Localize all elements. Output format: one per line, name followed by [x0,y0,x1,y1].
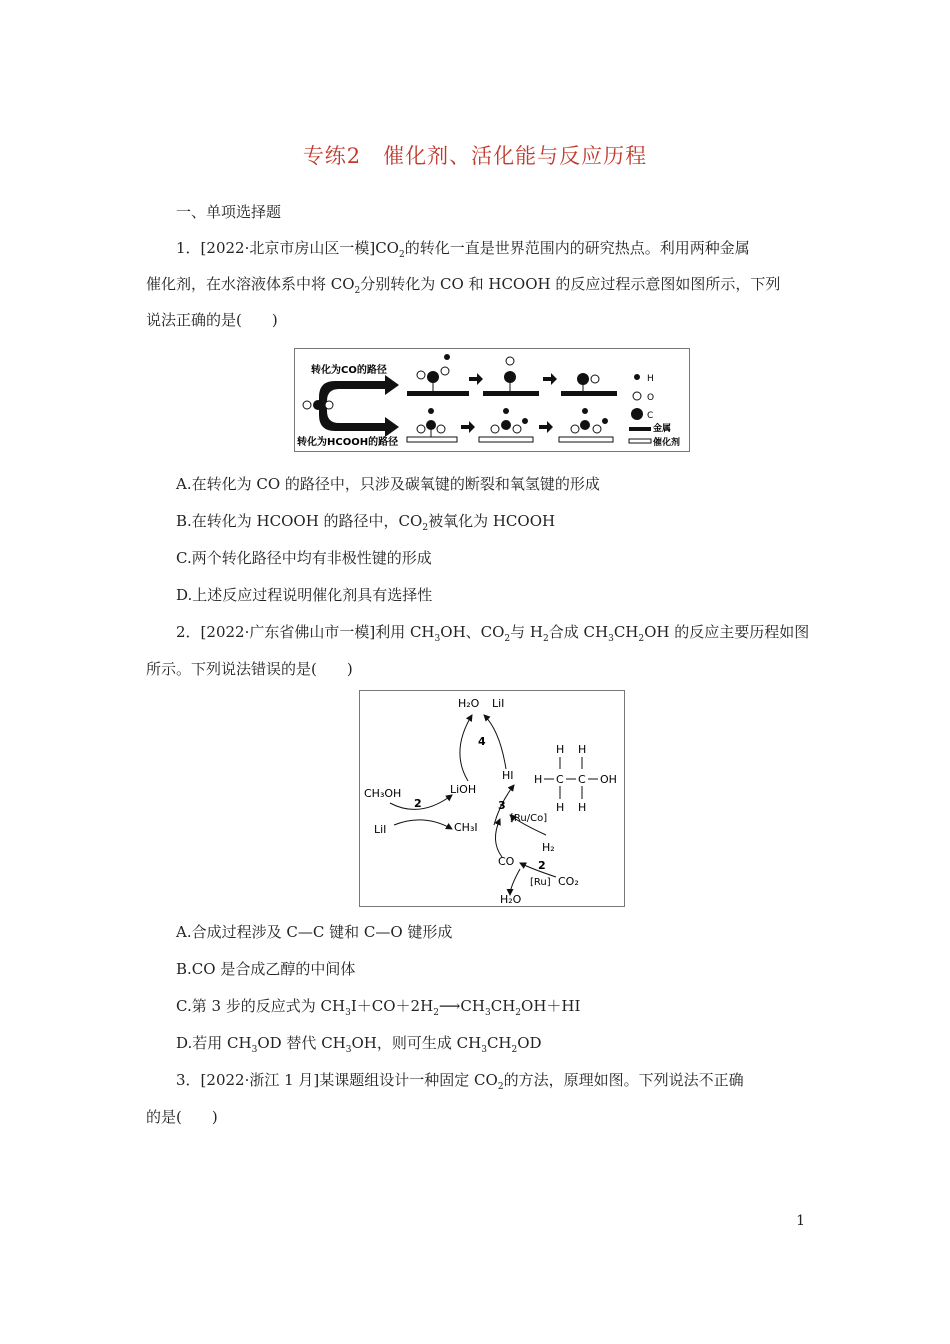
species-ch3i: CH₃I [454,821,478,834]
catalyst-ru-co: [Ru/Co] [510,813,548,824]
label-path-co: 转化为CO的路径 [311,365,387,376]
product-h2o: H₂O [458,697,480,710]
ethanol-structure [534,743,617,814]
q1-line2: 催化剂，在水溶液体系中将 $CO_2$分别转化为 CO 和 HCOOH 的反应过程示意图如图所示，下列 [146,275,781,296]
q1-figure [294,348,690,452]
q2-option-d[interactable]: D.若用 $CH_3OD$ 替代 $CH_3OH$，则可生成 $CH_3CH_2OD$ [176,1034,542,1055]
q2-line2: 所示。下列说法错误的是( ) [146,660,353,678]
section-heading: 一、单项选择题 [176,203,282,221]
legend-h-dot [634,374,640,380]
product-lii: LiI [492,697,505,710]
legend-o: O [647,393,655,403]
legend-c-dot [631,408,643,420]
q1-option-b[interactable]: B.在转化为 HCOOH 的路径中，$CO_2$被氧化为 HCOOH [176,512,556,533]
step-3: 3 [498,799,506,812]
q2-line1: 2．[2022·广东省佛山市一模]利用 $CH_3OH$、$CO_2$与 $H_2$合成 $CH_3CH_2OH$ 的反应主要历程如图 [176,623,810,644]
catalyst-bar-2 [479,437,533,442]
catalyst-bar-1 [407,437,457,442]
metal-bar-1 [407,391,469,396]
catalyst-bar-3 [559,437,613,442]
page-title: 专练2 催化剂、活化能与反应历程 [302,144,648,168]
metal-bar-3 [561,391,617,396]
svg-text:C: C [578,773,586,786]
legend-catalyst-bar [629,439,651,443]
legend-o-dot [633,392,641,400]
species-lioh: LiOH [450,783,477,796]
species-hi: HI [502,769,514,782]
step-2a: 2 [414,797,422,810]
svg-text:H: H [578,743,587,756]
step-4: 4 [478,735,486,748]
reactant-ch3oh: CH₃OH [364,787,402,800]
step-2b: 2 [538,859,546,872]
svg-text:OH: OH [600,773,617,786]
q2-option-b[interactable]: B.CO 是合成乙醇的中间体 [176,960,356,978]
svg-text:C: C [556,773,564,786]
q1-pathway-diagram [295,349,689,451]
product-h2o-b: H₂O [500,893,522,906]
catalyst-ru: [Ru] [530,877,551,888]
svg-text:H: H [556,801,565,814]
q1-option-c[interactable]: C.两个转化路径中均有非极性键的形成 [176,549,432,567]
species-co: CO [498,855,515,868]
co2-carbon [313,400,323,410]
q3-line1: 3．[2022·浙江 1 月]某课题组设计一种固定 $CO_2$的方法，原理如图。下列说法不正确 [176,1071,744,1092]
q3-line2: 的是( ) [146,1108,218,1126]
metal-bar-2 [483,391,539,396]
reactant-lii: LiI [374,823,387,836]
legend-c: C [647,411,654,421]
q2-option-a[interactable]: A.合成过程涉及 C—C 键和 C—O 键形成 [176,923,453,941]
reactant-co2: CO₂ [558,875,579,888]
svg-text:H: H [578,801,587,814]
legend-metal: 金属 [653,424,672,434]
label-path-hcooh: 转化为HCOOH的路径 [297,437,399,448]
svg-text:H: H [556,743,565,756]
q1-line3: 说法正确的是( ) [146,311,278,329]
legend-h: H [647,374,654,384]
q1-option-a[interactable]: A.在转化为 CO 的路径中，只涉及碳氧键的断裂和氧氢键的形成 [176,475,600,493]
q1-option-d[interactable]: D.上述反应过程说明催化剂具有选择性 [176,586,433,604]
q2-figure [359,690,625,907]
reactant-h2: H₂ [542,841,555,854]
page-number: 1 [796,1213,805,1229]
q2-option-c[interactable]: C.第 3 步的反应式为 $CH_3I+CO+2H_2⟶CH_3CH_2OH+HI$ [176,997,581,1018]
legend-catalyst: 催化剂 [653,438,681,448]
legend-metal-bar [629,427,651,431]
svg-text:H: H [534,773,543,786]
q1-line1: 1．[2022·北京市房山区一模]$CO_2$的转化一直是世界范围内的研究热点。利用两种金属 [176,239,750,260]
q2-cycle-diagram [360,691,624,906]
